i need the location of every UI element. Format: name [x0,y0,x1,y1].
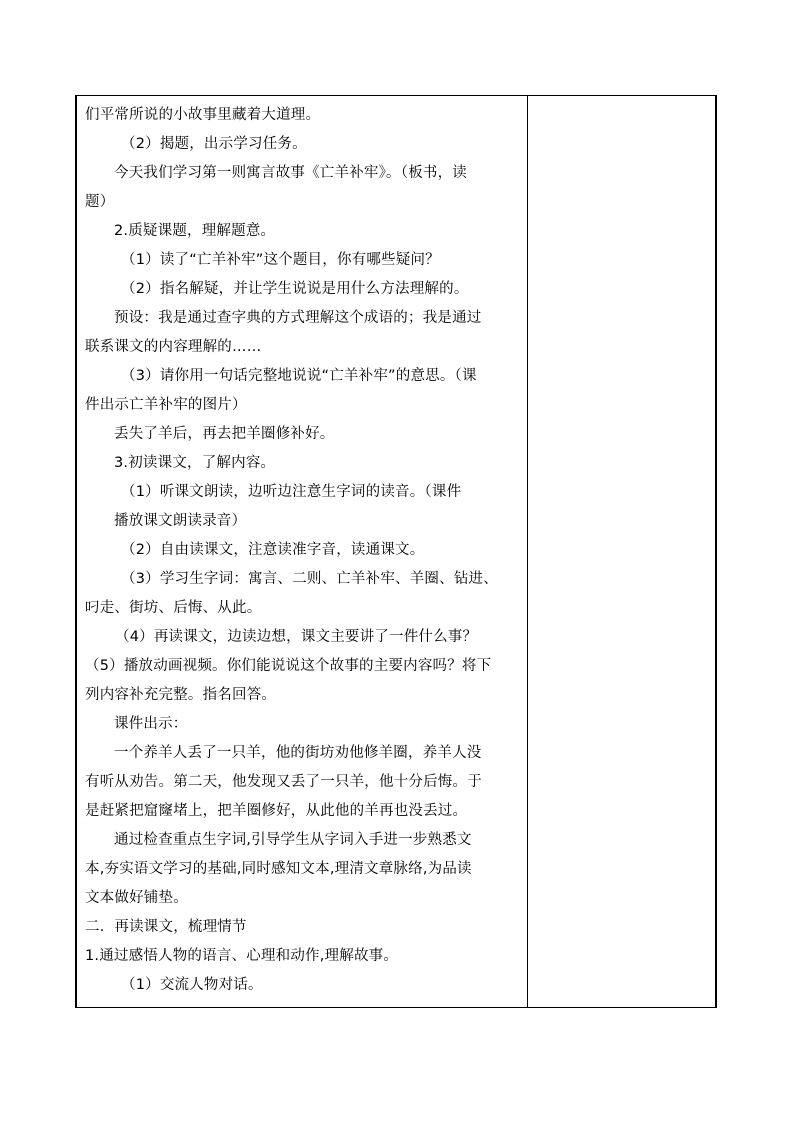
text-line: 3.初读课文，了解内容。 [114,455,276,471]
text-line: （2）自由读课文，注意读准字音，读通课文。 [121,542,425,558]
text-line: （4）再读课文，边读边想，课文主要讲了一件什么事？ [115,629,478,645]
text-line: 本,夯实语文学习的基础,同时感知文本,理清文章脉络,为品读 [85,861,472,877]
text-line: （2）揭题，出示学习任务。 [121,136,307,152]
text-line: （1）交流人物对话。 [121,977,263,993]
text-line: 通过检查重点生字词,引导学生从字词入手进一步熟悉文 [114,832,472,848]
lesson-table [75,95,717,1008]
text-line: 今天我们学习第一则寓言故事《亡羊补牢》。（板书，读 [114,165,467,181]
text-line: （3）请你用一句话完整地说说“亡羊补牢”的意思。（课 [121,368,477,384]
text-line: （2）指名解疑，并让学生说说是用什么方法理解的。 [121,281,469,297]
text-line: （1）听课文朗读，边听边注意生字词的读音。（课件 [121,484,462,500]
text-line: 播放课文朗读录音） [114,513,247,529]
lesson-content-cell [77,96,528,1007]
text-line: 们平常所说的小故事里藏着大道理。 [85,107,321,123]
text-line: （5）播放动画视频。你们能说说这个故事的主要内容吗？将下 [85,658,492,674]
text-line: 列内容补充完整。指名回答。 [85,687,277,703]
text-line: 有听从劝告。第二天，他发现又丢了一只羊，他十分后悔。于 [85,774,482,790]
text-line: 2.质疑课题，理解题意。 [114,223,276,239]
text-line: 二．再读课文，梳理情节 [85,919,247,935]
text-line: 文本做好铺垫。 [85,890,188,906]
text-line: 联系课文的内容理解的…… [85,339,262,355]
text-line: 是赶紧把窟窿堵上，把羊圈修好，从此他的羊再也没丢过。 [85,803,468,819]
text-line: 叼走、街坊、后悔、从此。 [85,600,262,616]
lesson-text [85,101,525,1000]
text-line: 件出示亡羊补牢的图片） [85,397,247,413]
text-line: （3）学习生字词：寓言、二则、亡羊补牢、羊圈、钻进、 [121,571,498,587]
notes-cell [528,96,715,1007]
text-line: 丢失了羊后，再去把羊圈修补好。 [114,426,335,442]
text-line: 1.通过感悟人物的语言、心理和动作,理解故事。 [85,948,399,964]
text-line: 课件出示： [114,716,188,732]
text-line: 预设：我是通过查字典的方式理解这个成语的；我是通过 [114,310,482,326]
text-line: 一个养羊人丢了一只羊，他的街坊劝他修羊圈，养羊人没 [114,745,482,761]
text-line: 题） [85,194,115,210]
text-line: （1）读了“亡羊补牢”这个题目，你有哪些疑问？ [121,252,440,268]
